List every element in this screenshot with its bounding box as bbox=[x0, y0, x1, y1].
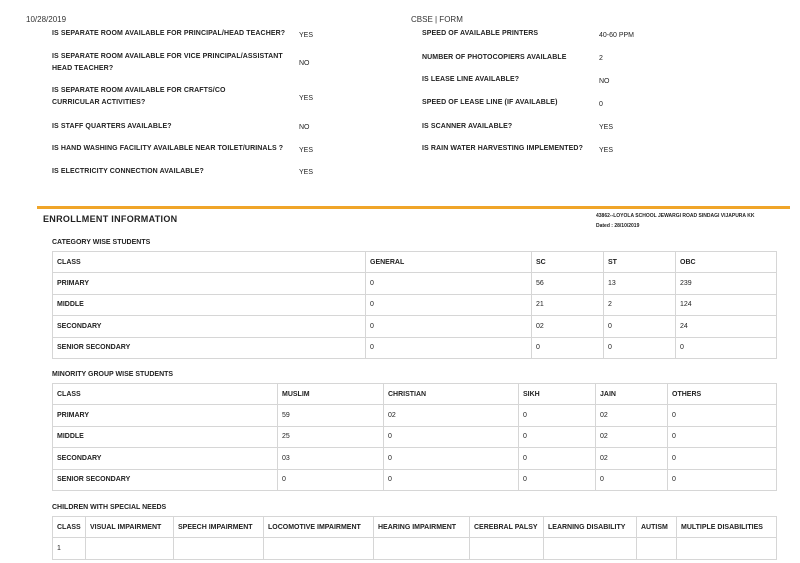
table-cell: 0 bbox=[366, 337, 532, 359]
header-cell: SIKH bbox=[519, 384, 596, 405]
table-cell: 02 bbox=[596, 448, 668, 470]
form-title: CBSE | FORM bbox=[411, 15, 463, 24]
facility-question: IS SEPARATE ROOM AVAILABLE FOR PRINCIPAL/HEAD TEACHER? bbox=[52, 30, 286, 37]
facility-question: IS ELECTRICITY CONNECTION AVAILABLE? bbox=[52, 168, 204, 175]
table-cell: 02 bbox=[384, 405, 519, 427]
table-row bbox=[53, 538, 777, 560]
facility-question: SPEED OF AVAILABLE PRINTERS bbox=[422, 30, 539, 37]
table-row bbox=[53, 294, 777, 316]
table-cell: 0 bbox=[668, 405, 777, 427]
facility-answer: NO bbox=[599, 78, 610, 85]
row-label: MIDDLE bbox=[53, 426, 278, 448]
table-cell: 0 bbox=[366, 316, 532, 338]
facility-answer: 2 bbox=[599, 55, 603, 62]
row-label: SECONDARY bbox=[53, 316, 366, 338]
header-cell: CLASS bbox=[53, 252, 366, 273]
facility-question: IS SCANNER AVAILABLE? bbox=[422, 123, 513, 130]
header-cell: MUSLIM bbox=[278, 384, 384, 405]
header-cell: VISUAL IMPAIRMENT bbox=[86, 517, 174, 538]
table-row bbox=[53, 273, 777, 295]
row-label: SENIOR SECONDARY bbox=[53, 337, 366, 359]
row-label: PRIMARY bbox=[53, 273, 366, 295]
table-cell: 21 bbox=[532, 294, 604, 316]
header-cell: AUTISM bbox=[637, 517, 677, 538]
header-cell: LEARNING DISABILITY bbox=[544, 517, 637, 538]
facility-section bbox=[0, 28, 800, 188]
section-title: ENROLLMENT INFORMATION bbox=[43, 214, 178, 224]
table-cell: 239 bbox=[676, 273, 777, 295]
header-cell: GENERAL bbox=[366, 252, 532, 273]
facility-question: IS RAIN WATER HARVESTING IMPLEMENTED? bbox=[422, 145, 583, 152]
table-cell: 02 bbox=[596, 405, 668, 427]
table-cell: 0 bbox=[384, 448, 519, 470]
table-header-row bbox=[53, 384, 777, 405]
table-cell: 124 bbox=[676, 294, 777, 316]
table-cell: 0 bbox=[604, 316, 676, 338]
table-cell: 0 bbox=[604, 337, 676, 359]
table-cell: 0 bbox=[366, 294, 532, 316]
table-cell: 0 bbox=[366, 273, 532, 295]
table-row bbox=[53, 448, 777, 470]
table-cell: 0 bbox=[519, 426, 596, 448]
header-cell: CEREBRAL PALSY bbox=[470, 517, 544, 538]
table-cell: 0 bbox=[519, 469, 596, 491]
row-label: PRIMARY bbox=[53, 405, 278, 427]
table-cell: 0 bbox=[596, 469, 668, 491]
facility-answer: YES bbox=[299, 32, 314, 39]
facility-answer: YES bbox=[299, 147, 314, 154]
table-cell: 0 bbox=[384, 469, 519, 491]
special-needs-table bbox=[52, 516, 777, 560]
print-date: 10/28/2019 bbox=[26, 15, 67, 24]
facility-answer: YES bbox=[599, 124, 614, 131]
header-cell: SC bbox=[532, 252, 604, 273]
table-cell: 13 bbox=[604, 273, 676, 295]
table-cell: 0 bbox=[519, 405, 596, 427]
table-cell: 0 bbox=[668, 448, 777, 470]
table-cell bbox=[374, 538, 470, 560]
minority-table bbox=[52, 383, 777, 491]
facility-answer: 0 bbox=[599, 101, 603, 108]
table-cell bbox=[677, 538, 777, 560]
category-table bbox=[52, 251, 777, 359]
header-cell: SPEECH IMPAIRMENT bbox=[174, 517, 264, 538]
table-row bbox=[53, 405, 777, 427]
header-cell: MULTIPLE DISABILITIES bbox=[677, 517, 777, 538]
header-cell: CLASS bbox=[53, 517, 86, 538]
dated-label: Dated : 28/10/2019 bbox=[596, 223, 640, 229]
table-cell: 59 bbox=[278, 405, 384, 427]
minority-title: MINORITY GROUP WISE STUDENTS bbox=[52, 371, 174, 378]
table-cell bbox=[264, 538, 374, 560]
facility-answer: YES bbox=[299, 169, 314, 176]
table-cell bbox=[470, 538, 544, 560]
table-cell: 02 bbox=[596, 426, 668, 448]
facility-answer: YES bbox=[299, 95, 314, 102]
table-cell bbox=[174, 538, 264, 560]
table-cell bbox=[86, 538, 174, 560]
table-row bbox=[53, 469, 777, 491]
table-cell: 0 bbox=[278, 469, 384, 491]
facility-question: NUMBER OF PHOTOCOPIERS AVAILABLE bbox=[422, 54, 567, 61]
header-cell: CLASS bbox=[53, 384, 278, 405]
header-cell: HEARING IMPAIRMENT bbox=[374, 517, 470, 538]
table-cell bbox=[637, 538, 677, 560]
table-cell: 0 bbox=[384, 426, 519, 448]
table-cell: 0 bbox=[519, 448, 596, 470]
special-needs-title: CHILDREN WITH SPECIAL NEEDS bbox=[52, 504, 167, 511]
header-cell: OTHERS bbox=[668, 384, 777, 405]
facility-question: IS HAND WASHING FACILITY AVAILABLE NEAR TOILET/URINALS ? bbox=[52, 145, 284, 152]
facility-answer: NO bbox=[299, 124, 310, 131]
facility-answer: YES bbox=[599, 147, 614, 154]
table-cell: 0 bbox=[532, 337, 604, 359]
header-cell: OBC bbox=[676, 252, 777, 273]
table-cell: 24 bbox=[676, 316, 777, 338]
table-header-row bbox=[53, 252, 777, 273]
row-label: MIDDLE bbox=[53, 294, 366, 316]
table-cell: 0 bbox=[676, 337, 777, 359]
facility-question: IS LEASE LINE AVAILABLE? bbox=[422, 76, 520, 83]
category-title: CATEGORY WISE STUDENTS bbox=[52, 239, 151, 246]
table-cell bbox=[544, 538, 637, 560]
header-cell: LOCOMOTIVE IMPAIRMENT bbox=[264, 517, 374, 538]
facility-answer: 40-60 PPM bbox=[599, 32, 635, 39]
row-label: SENIOR SECONDARY bbox=[53, 469, 278, 491]
facility-answer: NO bbox=[299, 60, 310, 67]
facility-question: IS SEPARATE ROOM AVAILABLE FOR CRAFTS/CO CURRICULAR ACTIVITIES? bbox=[52, 87, 226, 106]
facility-question: SPEED OF LEASE LINE (IF AVAILABLE) bbox=[422, 99, 558, 106]
table-cell: 02 bbox=[532, 316, 604, 338]
table-cell: 0 bbox=[668, 426, 777, 448]
table-cell: 03 bbox=[278, 448, 384, 470]
facility-question: IS STAFF QUARTERS AVAILABLE? bbox=[52, 123, 172, 130]
table-row bbox=[53, 316, 777, 338]
table-cell: 1 bbox=[53, 538, 86, 560]
table-cell: 25 bbox=[278, 426, 384, 448]
table-header-row bbox=[53, 517, 777, 538]
table-row bbox=[53, 426, 777, 448]
table-row bbox=[53, 337, 777, 359]
table-cell: 0 bbox=[668, 469, 777, 491]
facility-question: IS SEPARATE ROOM AVAILABLE FOR VICE PRINCIPAL/ASSISTANT HEAD TEACHER? bbox=[52, 53, 283, 72]
school-name: 43862--LOYOLA SCHOOL JEWARGI ROAD SINDAGI VIJAPURA KK bbox=[596, 213, 755, 219]
row-label: SECONDARY bbox=[53, 448, 278, 470]
header-cell: CHRISTIAN bbox=[384, 384, 519, 405]
section-divider bbox=[37, 206, 790, 209]
header-cell: JAIN bbox=[596, 384, 668, 405]
table-cell: 56 bbox=[532, 273, 604, 295]
table-cell: 2 bbox=[604, 294, 676, 316]
header-cell: ST bbox=[604, 252, 676, 273]
